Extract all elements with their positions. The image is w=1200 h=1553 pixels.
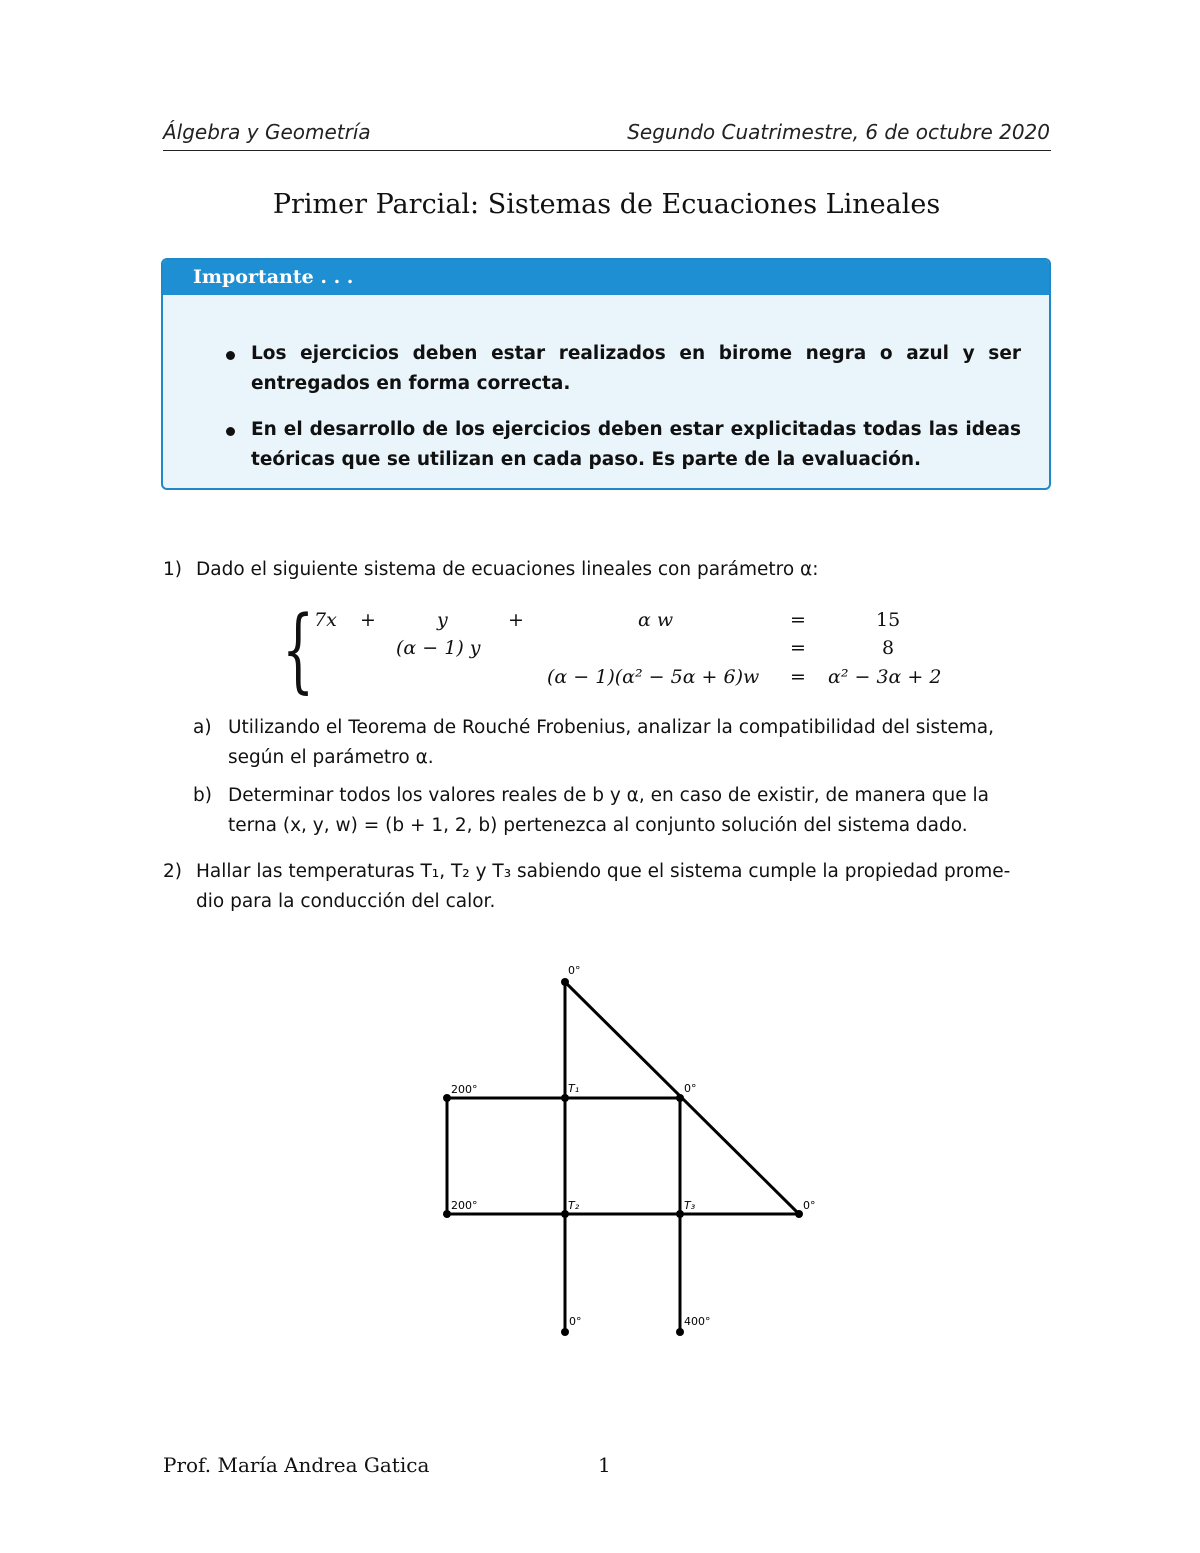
page-title: Primer Parcial: Sistemas de Ecuaciones Lineales bbox=[272, 189, 941, 220]
exercise-1-number: 1) bbox=[163, 559, 182, 580]
label-left-top: 200° bbox=[451, 1083, 478, 1096]
exercise-2-line2: dio para la conducción del calor. bbox=[196, 891, 496, 912]
label-right: 0° bbox=[803, 1199, 816, 1212]
node-mid-right bbox=[676, 1094, 684, 1102]
eq-r1-equals: = bbox=[790, 609, 806, 631]
node-left-top bbox=[443, 1094, 451, 1102]
notice-heading: Importante . . . bbox=[163, 260, 1049, 295]
footer-author: Prof. María Andrea Gatica bbox=[163, 1453, 430, 1477]
item-b-line2: terna (x, y, w) = (b + 1, 2, b) pertenezca al conjunto solución del sistema dado. bbox=[228, 815, 968, 836]
item-a-line1: Utilizando el Teorema de Rouché Frobenius, analizar la compatibilidad del sistema, bbox=[228, 717, 995, 738]
eq-r2-equals: = bbox=[790, 637, 806, 659]
node-right bbox=[795, 1210, 803, 1218]
page-number: 1 bbox=[598, 1453, 611, 1477]
item-a-line2: según el parámetro α. bbox=[228, 747, 434, 768]
eq-r1-rhs: 15 bbox=[876, 609, 901, 631]
eq-r1-c: α w bbox=[638, 609, 674, 631]
eq-r3-c: (α − 1)(α² − 5α + 6)w bbox=[547, 666, 760, 688]
label-left-bottom: 200° bbox=[451, 1199, 478, 1212]
item-a-label: a) bbox=[193, 717, 212, 738]
eq-r3-rhs: α² − 3α + 2 bbox=[828, 666, 942, 688]
notice-item: En el desarrollo de los ejercicios deben estar explicitadas todas las ideas teóricas que se utilizan en cada paso. Es parte de la evaluación. bbox=[251, 415, 1021, 475]
exam-date: Segundo Cuatrimestre, 6 de octubre 2020 bbox=[627, 120, 1050, 144]
system-brace: { bbox=[282, 596, 315, 703]
node-top bbox=[561, 978, 569, 986]
node-bottom-left bbox=[561, 1328, 569, 1336]
eq-r1-op2: + bbox=[508, 609, 524, 631]
label-bottom-right: 400° bbox=[684, 1315, 711, 1328]
exercise-2-line1: Hallar las temperaturas T₁, T₂ y T₃ sabiendo que el sistema cumple la propiedad prome- bbox=[196, 861, 1011, 882]
course-name: Álgebra y Geometría bbox=[163, 120, 371, 144]
label-t2: T₂ bbox=[568, 1199, 580, 1212]
eq-r1-b: y bbox=[437, 609, 448, 631]
exercise-2-number: 2) bbox=[163, 861, 182, 882]
eq-r1-a: 7x bbox=[314, 609, 337, 631]
eq-r2-b: (α − 1) y bbox=[396, 637, 481, 659]
node-t1 bbox=[561, 1094, 569, 1102]
eq-r3-equals: = bbox=[790, 666, 806, 688]
item-b-line1: Determinar todos los valores reales de b y α, en caso de existir, de manera que la bbox=[228, 785, 989, 806]
label-mid-right: 0° bbox=[684, 1082, 697, 1095]
label-bottom-left: 0° bbox=[569, 1315, 582, 1328]
exercise-1-intro: Dado el siguiente sistema de ecuaciones lineales con parámetro α: bbox=[196, 559, 819, 580]
notice-item: Los ejercicios deben estar realizados en birome negra o azul y ser entregados en forma correcta. bbox=[251, 339, 1021, 399]
label-t1: T₁ bbox=[568, 1082, 580, 1095]
item-b-label: b) bbox=[193, 785, 212, 806]
label-top: 0° bbox=[568, 964, 581, 977]
label-t3: T₃ bbox=[684, 1199, 696, 1212]
eq-r2-rhs: 8 bbox=[882, 637, 895, 659]
node-left-bottom bbox=[443, 1210, 451, 1218]
eq-r1-op1: + bbox=[360, 609, 376, 631]
node-t3 bbox=[676, 1210, 684, 1218]
node-bottom-right bbox=[676, 1328, 684, 1336]
